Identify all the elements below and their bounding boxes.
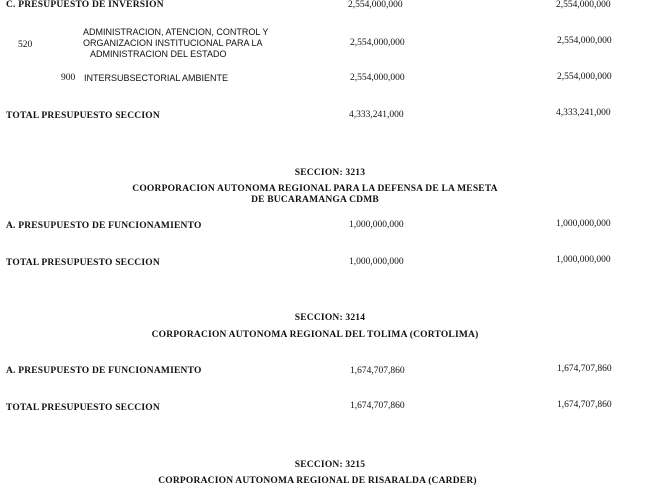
inversion-heading-value-1: 2,554,000,000	[348, 0, 403, 10]
inversion-heading-value-2: 2,554,000,000	[556, 0, 611, 10]
funcionamiento-label-3214: A. PRESUPUESTO DE FUNCIONAMIENTO	[6, 366, 202, 376]
program-line-1: ADMINISTRACION, ATENCION, CONTROL Y	[83, 27, 269, 37]
total-seccion-value-3214-2: 1,674,707,860	[557, 400, 612, 410]
total-seccion-value-1b: 4,333,241,000	[556, 108, 611, 118]
total-seccion-value-3213-2: 1,000,000,000	[556, 255, 611, 265]
funcionamiento-label-3213: A. PRESUPUESTO DE FUNCIONAMIENTO	[6, 221, 202, 231]
total-seccion-label-1: TOTAL PRESUPUESTO SECCION	[6, 111, 160, 121]
seccion-3214-name-line-1: CORPORACION AUTONOMA REGIONAL DEL TOLIMA (CORTOLIMA)	[151, 330, 479, 340]
seccion-3215-name-line-1: CORPORACION AUTONOMA REGIONAL DE RISARALDA (CARDER)	[158, 476, 477, 486]
seccion-3213-name-line-1: COORPORACION AUTONOMA REGIONAL PARA LA DEFENSA DE LA MESETA	[132, 184, 498, 194]
program-value-2: 2,554,000,000	[557, 36, 612, 46]
sub-program-value-1: 2,554,000,000	[350, 73, 405, 83]
sub-program-code: 900	[61, 73, 76, 83]
funcionamiento-value-3213-2: 1,000,000,000	[556, 219, 611, 229]
sub-program-label: INTERSUBSECTORIAL AMBIENTE	[84, 73, 229, 83]
inversion-heading: C. PRESUPUESTO DE INVERSION	[6, 0, 164, 10]
seccion-3213-name-line-2: DE BUCARAMANGA CDMB	[251, 195, 379, 205]
program-code: 520	[18, 40, 33, 50]
sub-program-value-2: 2,554,000,000	[557, 72, 612, 82]
total-seccion-value-3214-1: 1,674,707,860	[350, 401, 405, 411]
funcionamiento-value-3214-1: 1,674,707,860	[350, 366, 405, 376]
total-seccion-label-3214: TOTAL PRESUPUESTO SECCION	[6, 403, 160, 413]
funcionamiento-value-3213-1: 1,000,000,000	[349, 220, 404, 230]
total-seccion-label-3213: TOTAL PRESUPUESTO SECCION	[6, 258, 160, 268]
seccion-3213-title: SECCION: 3213	[294, 168, 366, 178]
total-seccion-value-1a: 4,333,241,000	[349, 110, 404, 120]
program-value-1: 2,554,000,000	[350, 38, 405, 48]
seccion-3214-title: SECCION: 3214	[294, 313, 366, 323]
funcionamiento-value-3214-2: 1,674,707,860	[557, 364, 612, 374]
program-line-3: ADMINISTRACION DEL ESTADO	[90, 49, 227, 59]
total-seccion-value-3213-1: 1,000,000,000	[349, 257, 404, 267]
seccion-3215-title: SECCION: 3215	[294, 460, 366, 470]
program-line-2: ORGANIZACION INSTITUCIONAL PARA LA	[83, 38, 263, 48]
